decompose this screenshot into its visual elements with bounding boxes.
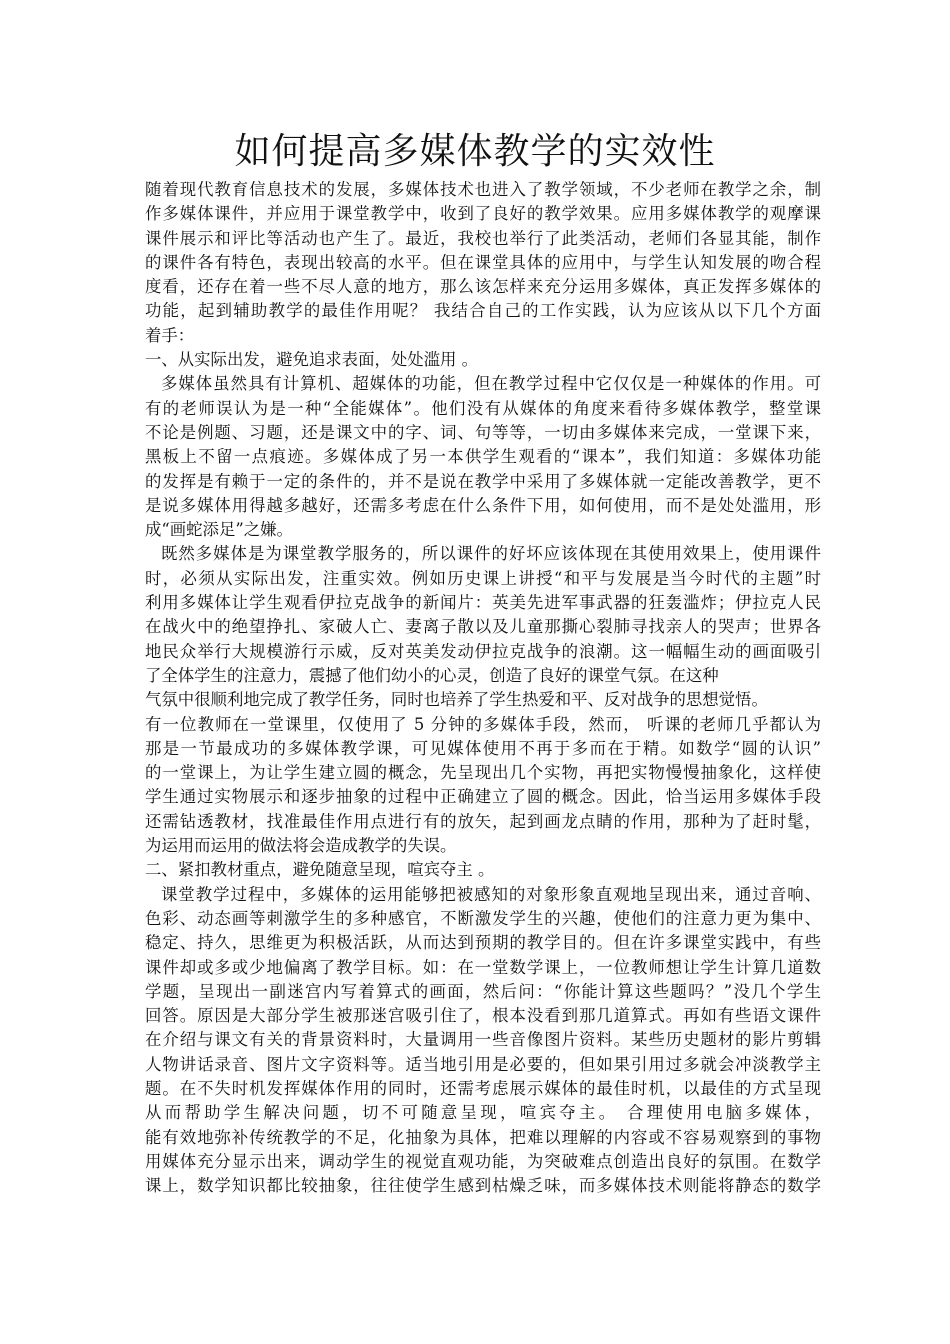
body-line: 黑板上不留一点痕迹。多媒体成了另一本供学生观看的“课本”，我们知道：多媒体功能 bbox=[145, 447, 821, 467]
body-line: 课件展示和评比等活动也产生了。最近，我校也举行了此类活动，老师们各显其能，制作 bbox=[145, 228, 821, 248]
body-line: 课件却或多或少地偏离了教学目标。如：在一堂数学课上，一位教师想让学生计算几道数 bbox=[145, 957, 821, 977]
body-line: 了全体学生的注意力，震撼了他们幼小的心灵，创造了良好的课堂气氛。在这种 bbox=[145, 665, 719, 685]
body-line: 用媒体充分显示出来，调动学生的视觉直观功能，为突破难点创造出良好的氛围。在数学 bbox=[145, 1151, 821, 1171]
body-line: 随着现代教育信息技术的发展，多媒体技术也进入了教学领域，不少老师在教学之余，制 bbox=[145, 180, 821, 199]
body-line: 那是一节最成功的多媒体教学课，可见媒体使用不再于多而在于精。如数学“圆的认识” bbox=[145, 738, 821, 758]
body-line: 利用多媒体让学生观看伊拉克战争的新闻片：英美先进军事武器的狂轰滥炸；伊拉克人民 bbox=[145, 593, 821, 613]
body-line: 一、从实际出发，避免追求表面，处处滥用 。 bbox=[145, 350, 479, 370]
body-line: 有的老师误认为是一种“全能媒体”。他们没有从媒体的角度来看待多媒体教学，整堂课 bbox=[145, 398, 821, 418]
body-line: 在战火中的绝望挣扎、家破人亡、妻离子散以及儿童那撕心裂肺寻找亲人的哭声；世界各 bbox=[145, 617, 821, 637]
body-line: 题。在不失时机发挥媒体作用的同时，还需考虑展示媒体的最佳时机，以最佳的方式呈现 bbox=[145, 1078, 821, 1098]
body-line: 学题，呈现出一副迷宫内写着算式的画面，然后问：“你能计算这些题吗？”没几个学生 bbox=[145, 981, 821, 1001]
body-line: 作多媒体课件，并应用于课堂教学中，收到了良好的教学效果。应用多媒体教学的观摩课 bbox=[145, 204, 821, 224]
body-line: 功能，起到辅助教学的最佳作用呢？ 我结合自己的工作实践，认为应该从以下几个方面 bbox=[145, 301, 821, 321]
body-line: 课上，数学知识都比较抽象，往往使学生感到枯燥乏味，而多媒体技术则能将静态的数学 bbox=[145, 1176, 821, 1196]
body-line: 气氛中很顺利地完成了教学任务，同时也培养了学生热爱和平、反对战争的思想觉悟。 bbox=[145, 690, 768, 710]
body-line: 从而帮助学生解决问题，切不可随意呈现，喧宾夺主。 合理使用电脑多媒体， bbox=[145, 1103, 821, 1123]
body-line: 色彩、动态画等刺激学生的多种感官，不断激发学生的兴趣，使他们的注意力更为集中、 bbox=[145, 908, 821, 928]
body-line: 着手： bbox=[145, 325, 195, 345]
body-line: 的课件各有特色，表现出较高的水平。但在课堂具体的应用中，与学生认知发展的吻合程 bbox=[145, 252, 821, 272]
document-title: 如何提高多媒体教学的实效性 bbox=[234, 131, 716, 172]
body-line: 多媒体虽然具有计算机、超媒体的功能，但在教学过程中它仅仅是一种媒体的作用。可 bbox=[161, 374, 821, 394]
body-line: 度看，还存在着一些不尽人意的地方，那么该怎样来充分运用多媒体，真正发挥多媒体的 bbox=[145, 277, 821, 297]
body-line: 是说多媒体用得越多越好，还需多考虑在什么条件下用，如何使用，而不是处处滥用，形 bbox=[145, 495, 821, 515]
body-line: 课堂教学过程中，多媒体的运用能够把被感知的对象形象直观地呈现出来，通过音响、 bbox=[161, 884, 821, 904]
body-line: 稳定、持久，思维更为积极活跃，从而达到预期的教学目的。但在许多课堂实践中，有些 bbox=[145, 933, 821, 953]
body-line: 的发挥是有赖于一定的条件的，并不是说在教学中采用了多媒体就一定能改善教学，更不 bbox=[145, 471, 821, 491]
body-line: 有一位教师在一堂课里，仅使用了 5 分钟的多媒体手段，然而， 听课的老师几乎都认为 bbox=[145, 714, 821, 734]
body-line: 不论是例题、习题，还是课文中的字、词、句等等，一切由多媒体来完成，一堂课下来， bbox=[145, 422, 821, 442]
body-line: 人物讲话录音、图片文字资料等。适当地引用是必要的，但如果引用过多就会冲淡教学主 bbox=[145, 1054, 821, 1074]
body-line: 地民众举行大规模游行示威，反对英美发动伊拉克战争的浪潮。这一幅幅生动的画面吸引 bbox=[145, 641, 821, 661]
body-line: 成“画蛇添足”之嫌。 bbox=[145, 520, 293, 540]
body-line: 学生通过实物展示和逐步抽象的过程中正确建立了圆的概念。因此，恰当运用多媒体手段 bbox=[145, 787, 821, 807]
body-line: 还需钻透教材，找准最佳作用点进行有的放矢，起到画龙点睛的作用，那种为了赶时髦， bbox=[145, 811, 821, 831]
document-body bbox=[145, 178, 821, 1198]
body-line: 时，必须从实际出发，注重实效。例如历史课上讲授“和平与发展是当今时代的主题”时 bbox=[145, 568, 821, 588]
body-line: 的一堂课上，为让学生建立圆的概念，先呈现出几个实物，再把实物慢慢抽象化，这样使 bbox=[145, 763, 821, 783]
body-line: 在介绍与课文有关的背景资料时，大量调用一些音像图片资料。某些历史题材的影片剪辑 bbox=[145, 1030, 821, 1050]
body-line: 既然多媒体是为课堂教学服务的，所以课件的好坏应该体现在其使用效果上，使用课件 bbox=[161, 544, 821, 564]
body-line: 回答。原因是大部分学生被那迷宫吸引住了，根本没看到那几道算式。再如有些语文课件 bbox=[145, 1006, 821, 1026]
body-line: 能有效地弥补传统教学的不足，化抽象为具体，把难以理解的内容或不容易观察到的事物 bbox=[145, 1127, 821, 1147]
body-line: 为运用而运用的做法将会造成教学的失误。 bbox=[145, 836, 457, 856]
body-line: 二、紧扣教材重点，避免随意呈现，喧宾夺主 。 bbox=[145, 860, 495, 880]
